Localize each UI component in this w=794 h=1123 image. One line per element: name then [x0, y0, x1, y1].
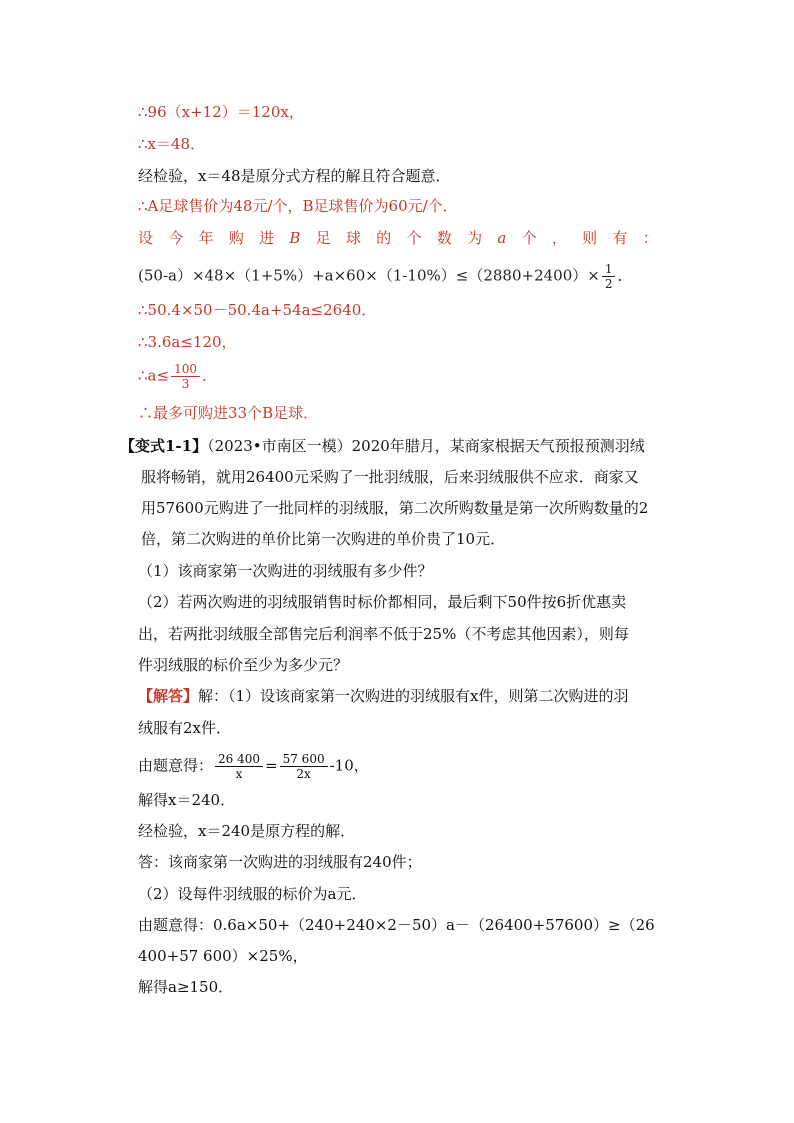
solution-line-9 — [138, 362, 217, 391]
fraction-denominator: x — [235, 767, 243, 781]
spread-char: 个 — [406, 229, 422, 247]
solution-line-3: 经检验，x＝48是原分式方程的解且符合题意． — [138, 167, 451, 185]
spread-char: 个 — [521, 229, 537, 247]
question-2-line-3: 件羽绒服的标价至少为多少元？ — [138, 656, 349, 674]
spread-char: 球 — [345, 229, 361, 247]
answer-tag: 【解答】 — [138, 687, 199, 705]
answer-line-10: 解得a≥150． — [138, 978, 234, 996]
answer-line-6: 答：该商家第一次购进的羽绒服有240件； — [138, 853, 422, 871]
answer-line-7: （2）设每件羽绒服的标价为a元． — [138, 885, 367, 903]
fraction-first — [215, 752, 263, 781]
solution-line-4: ∴A足球售价为48元/个，B足球售价为60元/个． — [138, 197, 458, 215]
solution-line-7: ∴50.4×50－50.4a+54a≤2640． — [138, 301, 377, 319]
inequality-suffix: ． — [617, 266, 633, 285]
answer-line-1 — [138, 686, 629, 706]
spread-char: ， — [551, 229, 567, 247]
answer-equation — [138, 752, 369, 781]
spread-char: 今 — [168, 229, 184, 247]
spread-char: 设 — [138, 229, 154, 247]
answer-line-5: 经检验，x＝240是原方程的解． — [138, 822, 356, 840]
solution-line-1: ∴96（x+12）＝120x， — [138, 103, 304, 121]
spread-char: a — [497, 229, 507, 247]
problem-tag: 【变式1-1】 — [120, 437, 208, 455]
spread-char: 购 — [228, 229, 244, 247]
fraction-numerator: 26 400 — [215, 752, 263, 767]
problem-text-1: （2023•市南区一模）2020年腊月，某商家根据天气预报预测羽绒 — [207, 437, 645, 455]
spread-char: 则 — [582, 229, 598, 247]
problem-line-4: 倍，第二次购进的单价比第一次购进的单价贵了10元． — [141, 530, 506, 548]
spread-char: 足 — [315, 229, 331, 247]
question-2-line-1: （2）若两次购进的羽绒服销售时标价都相同，最后剩下50件按6折优惠卖 — [138, 593, 627, 611]
spread-char: ： — [642, 229, 658, 247]
bound-suffix: ． — [201, 366, 217, 385]
bound-prefix: ∴a≤ — [138, 366, 170, 385]
inequality-prefix: (50-a）×48×（1+5%）+a×60×（1-10%）≤（2880+2400）× — [138, 266, 600, 285]
answer-line-8: 由题意得：0.6a×50+（240+240×2－50）a－（26400+57600）≥（26 — [138, 916, 655, 934]
fraction-bound — [171, 362, 200, 391]
spread-char: 为 — [467, 229, 483, 247]
spread-char: 数 — [436, 229, 452, 247]
inequality-line — [138, 262, 632, 291]
fraction-denominator: 3 — [181, 377, 190, 391]
spread-char: 年 — [198, 229, 214, 247]
answer-line-4: 解得x＝240． — [138, 791, 236, 809]
solution-line-10: ∴最多可购进33个B足球． — [138, 404, 319, 422]
fraction-numerator: 100 — [171, 362, 200, 377]
problem-line-3: 用57600元购进了一批同样的羽绒服，第二次所购数量是第一次所购数量的2 — [141, 499, 649, 517]
fraction-denominator: 2 — [604, 277, 613, 291]
answer-line-2: 绒服有2x件． — [138, 719, 232, 737]
fraction-numerator: 57 600 — [280, 752, 328, 767]
equals-sign: = — [265, 756, 278, 775]
question-1: （1）该商家第一次购进的羽绒服有多少件？ — [138, 562, 433, 580]
fraction-half — [602, 262, 616, 291]
solution-line-8: ∴3.6a≤120， — [138, 333, 237, 351]
spread-char: B — [289, 229, 301, 247]
fraction-denominator: 2x — [296, 767, 311, 781]
fraction-numerator: 1 — [602, 262, 616, 277]
equation-suffix: -10， — [329, 756, 369, 775]
answer-text-1: 解：（1）设该商家第一次购进的羽绒服有x件，则第二次购进的羽 — [198, 687, 629, 705]
problem-line-2: 服将畅销，就用26400元采购了一批羽绒服，后来羽绒服供不应求．商家又 — [141, 468, 639, 486]
solution-line-2: ∴x＝48． — [138, 135, 206, 153]
answer-line-9: 400+57 600）×25%， — [138, 947, 308, 965]
fraction-second — [280, 752, 328, 781]
solution-line-5 — [138, 228, 658, 248]
spread-char: 进 — [259, 229, 275, 247]
spread-char: 的 — [376, 229, 392, 247]
spread-char: 有 — [612, 229, 628, 247]
problem-line-1 — [120, 436, 645, 456]
question-2-line-2: 出，若两批羽绒服全部售完后利润率不低于25%（不考虑其他因素），则每 — [138, 625, 629, 643]
equation-prefix: 由题意得： — [138, 756, 214, 775]
